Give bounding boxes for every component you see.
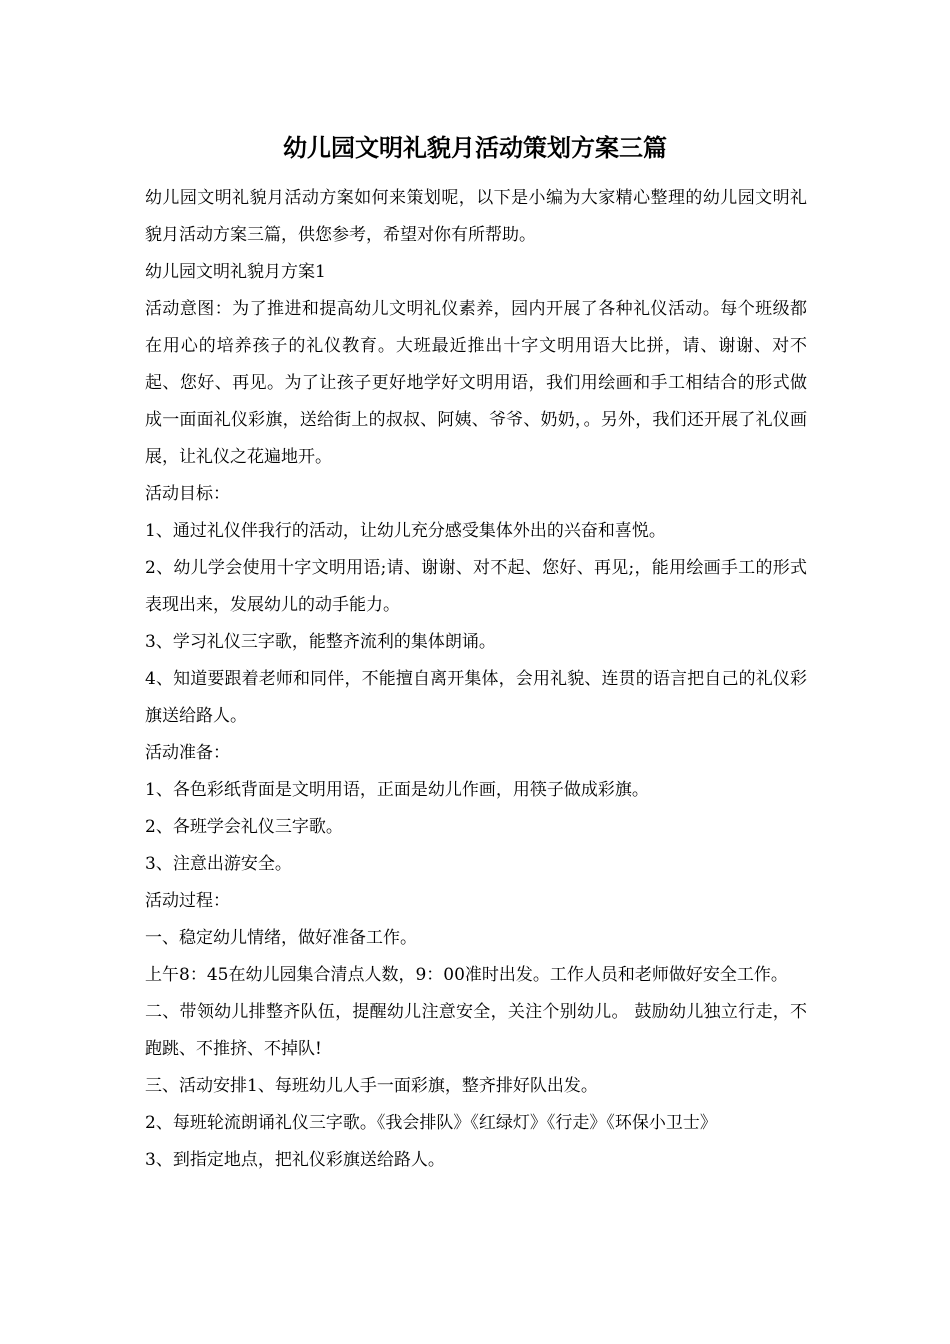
paragraph-goal-4: 4、知道要跟着老师和同伴，不能擅自离开集体，会用礼貌、连贯的语言把自己的礼仪彩旗送给路人。: [145, 669, 807, 726]
paragraph-prep-3: 3、注意出游安全。: [145, 854, 292, 874]
paragraph-process-schedule: 上午8：45在幼儿园集合清点人数，9：00准时出发。工作人员和老师做好安全工作。: [145, 965, 788, 985]
paragraph-prep-heading: 活动准备：: [145, 743, 230, 763]
paragraph-activity-intent: 活动意图：为了推进和提高幼儿文明礼仪素养，园内开展了各种礼仪活动。每个班级都在用心的培养孩子的礼仪教育。大班最近推出十字文明用语大比拼，请、谢谢、对不起、您好、再见。为了让孩子更好地学好文明用语，我们用绘画和手工相结合的形式做成一面面礼仪彩旗，送给街上的叔叔、阿姨、爷爷、奶奶，。另外，我们还开展了礼仪画展，让礼仪之花遍地开。: [145, 299, 807, 467]
paragraph-plan-heading: 幼儿园文明礼貌月方案1: [145, 262, 326, 282]
document-title: 幼儿园文明礼貌月活动策划方案三篇: [283, 133, 667, 162]
paragraph-process-2: 二、带领幼儿排整齐队伍，提醒幼儿注意安全，关注个别幼儿。 鼓励幼儿独立行走，不跑跳、不推挤、不掉队!: [145, 1002, 807, 1059]
paragraph-goal-2: 2、幼儿学会使用十字文明用语;请、谢谢、对不起、您好、再见;，能用绘画手工的形式表现出来，发展幼儿的动手能力。: [145, 558, 807, 615]
paragraph-intro: 幼儿园文明礼貌月活动方案如何来策划呢，以下是小编为大家精心整理的幼儿园文明礼貌月活动方案三篇，供您参考，希望对你有所帮助。: [145, 188, 807, 245]
paragraph-process-3-2: 2、每班轮流朗诵礼仪三字歌。《我会排队》《红绿灯》《行走》《环保小卫士》: [145, 1113, 717, 1133]
paragraph-prep-2: 2、各班学会礼仪三字歌。: [145, 817, 343, 837]
paragraph-goal-3: 3、学习礼仪三字歌，能整齐流利的集体朗诵。: [145, 632, 496, 652]
paragraph-goal-1: 1、通过礼仪伴我行的活动，让幼儿充分感受集体外出的兴奋和喜悦。: [145, 521, 666, 541]
paragraph-process-heading: 活动过程：: [145, 891, 230, 911]
document-body: [145, 180, 807, 1179]
paragraph-process-3-3: 3、到指定地点，把礼仪彩旗送给路人。: [145, 1150, 445, 1170]
paragraph-process-1: 一、稳定幼儿情绪，做好准备工作。: [145, 928, 417, 948]
paragraph-goals-heading: 活动目标：: [145, 484, 230, 504]
paragraph-prep-1: 1、各色彩纸背面是文明用语，正面是幼儿作画，用筷子做成彩旗。: [145, 780, 649, 800]
paragraph-process-3: 三、活动安排1、每班幼儿人手一面彩旗，整齐排好队出发。: [145, 1076, 598, 1096]
